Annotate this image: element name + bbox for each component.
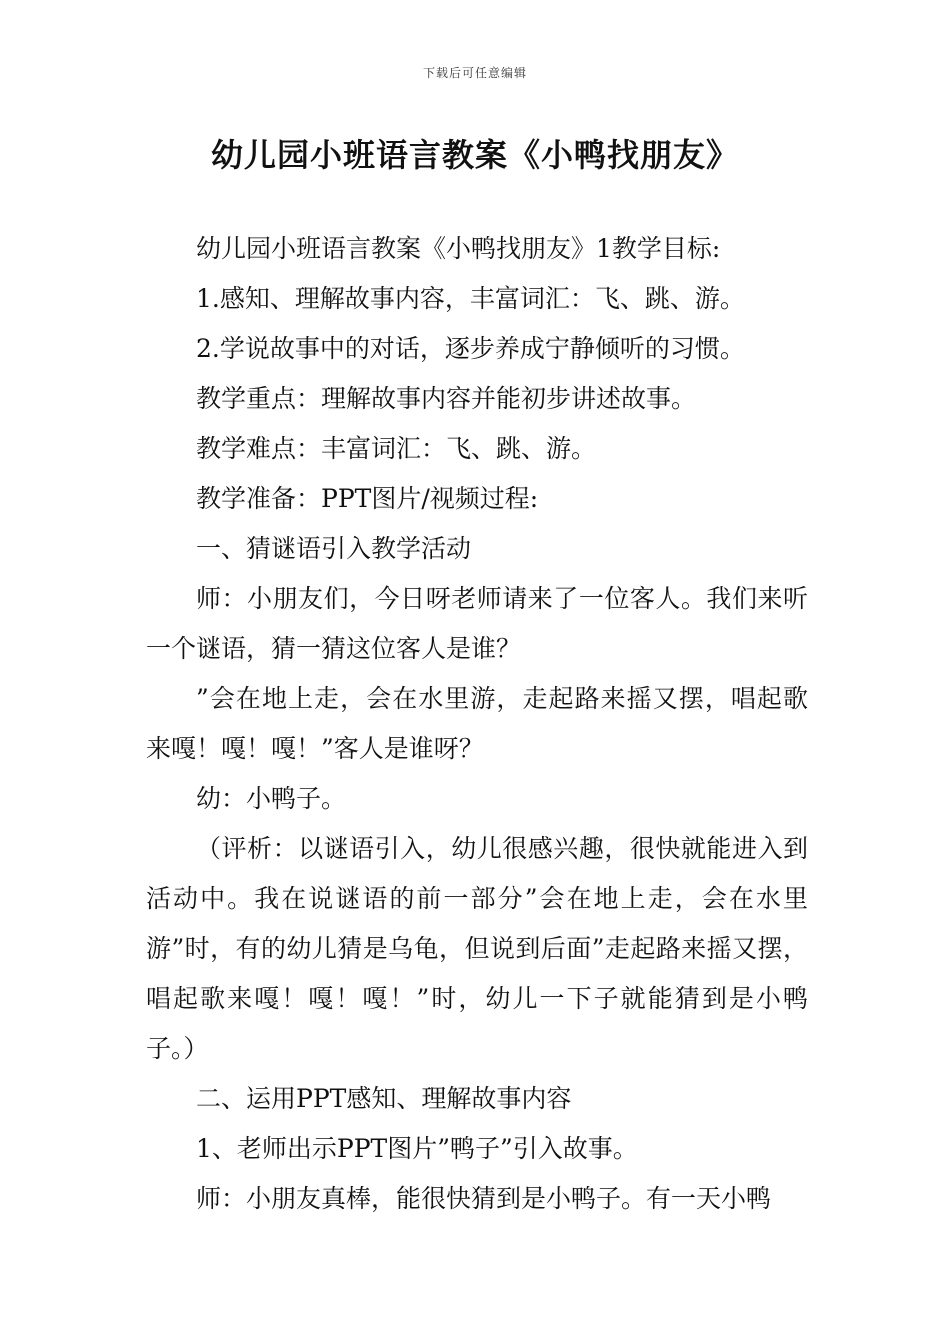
header-note: 下载后可任意编辑 [422, 66, 527, 80]
paragraph-commentary: （评析：以谜语引入，幼儿很感兴趣，很快就能进入到活动中。我在说谜语的前一部分”会在地上走，会在水里游”时，有的幼儿猜是乌龟，但说到后面”走起路来摇又摆，唱起歌来嘎！嘎！嘎！”时，幼儿一下子就能猜到是小鸭子。） [146, 834, 808, 1063]
paragraph-riddle: ”会在地上走，会在水里游，走起路来摇又摆，唱起歌来嘎！嘎！嘎！”客人是谁呀？ [146, 684, 808, 763]
paragraph-child-answer: 幼：小鸭子。 [196, 784, 347, 813]
paragraph-teacher-1: 师：小朋友们，今日呀老师请来了一位客人。我们来听一个谜语，猜一猜这位客人是谁？ [146, 584, 808, 663]
section-heading-1: 一、猜谜语引入教学活动 [196, 534, 472, 563]
paragraph-intro: 幼儿园小班语言教案《小鸭找朋友》1教学目标: [196, 234, 721, 263]
paragraph-teacher-2: 师：小朋友真棒，能很快猜到是小鸭子。有一天小鸭 [196, 1184, 772, 1213]
paragraph-key-point: 教学重点：理解故事内容并能初步讲述故事。 [196, 384, 697, 413]
paragraph-goal-1: 1.感知、理解故事内容，丰富词汇：飞、跳、游。 [196, 284, 745, 313]
section-heading-2: 二、运用PPT感知、理解故事内容 [196, 1084, 572, 1113]
document-body [146, 224, 808, 1224]
paragraph-step-1: 1、老师出示PPT图片”鸭子”引入故事。 [196, 1134, 638, 1163]
paragraph-difficulty: 教学难点：丰富词汇：飞、跳、游。 [196, 434, 597, 463]
paragraph-preparation: 教学准备：PPT图片/视频过程: [196, 484, 539, 513]
paragraph-goal-2: 2.学说故事中的对话，逐步养成宁静倾听的习惯。 [196, 334, 745, 363]
document-title: 幼儿园小班语言教案《小鸭找朋友》 [210, 136, 739, 174]
